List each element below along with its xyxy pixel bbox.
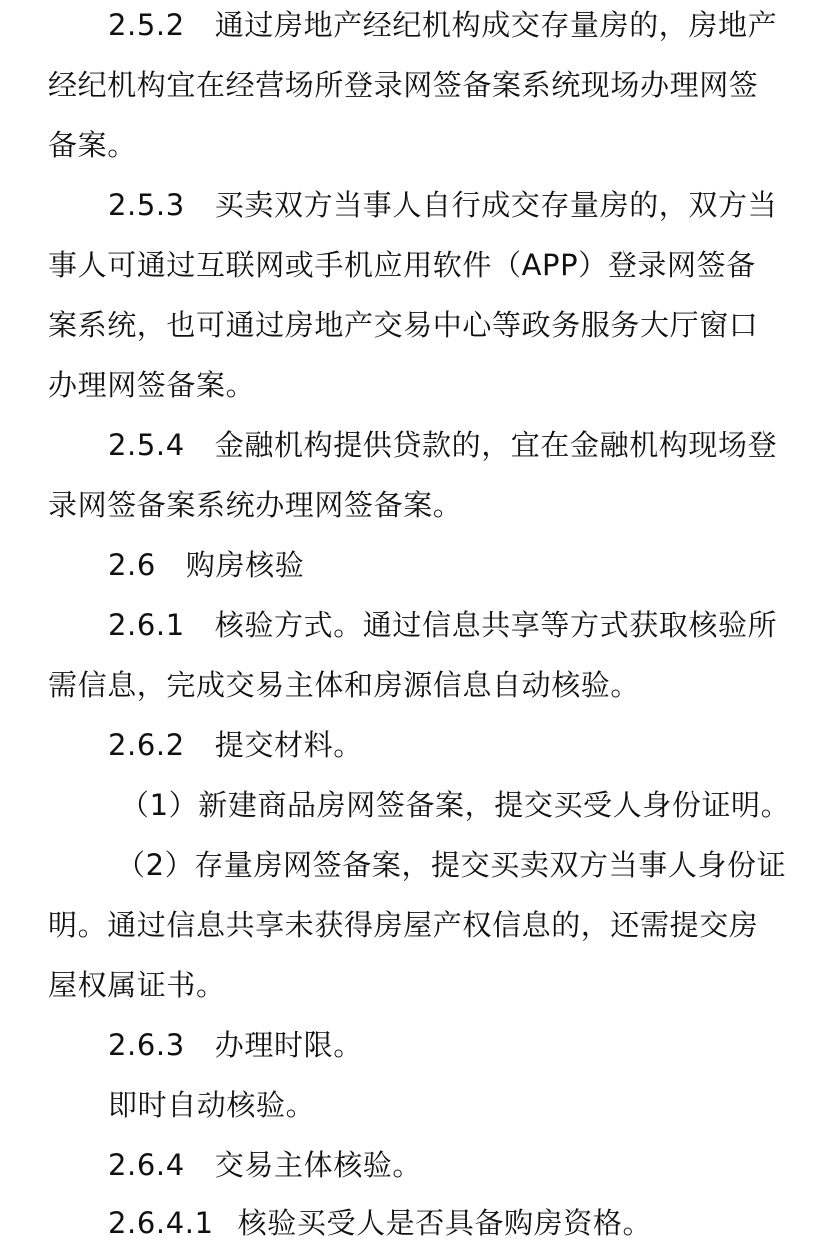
text-line: 需信息，完成交易主体和房源信息自动核验。 <box>48 668 641 702</box>
text-line: 明。通过信息共享未获得房屋产权信息的，还需提交房 <box>48 908 759 942</box>
clause-2-6-3 <box>108 1022 363 1068</box>
clause-text: 提交材料。 <box>214 728 363 762</box>
clause-number: 2.6.4.1 <box>108 1206 214 1240</box>
text-line: 备案。 <box>48 128 137 162</box>
clause-2-6-4-1 <box>108 1200 652 1246</box>
text-line: 办理网签备案。 <box>48 368 256 402</box>
clause-2-5-2 <box>108 2 777 48</box>
list-item-2: （2）存量房网签备案，提交买卖双方当事人身份证 <box>116 848 787 882</box>
clause-2-6-4 <box>108 1142 422 1188</box>
text-line: 屋权属证书。 <box>48 968 226 1002</box>
text-line: 经纪机构宜在经营场所登录网签备案系统现场办理网签 <box>48 68 759 102</box>
clause-number: 2.5.2 <box>108 8 185 42</box>
clause-text: 办理时限。 <box>214 1028 363 1062</box>
section-heading-2-6 <box>108 542 304 588</box>
list-item-1: （1）新建商品房网签备案，提交买受人身份证明。 <box>120 788 791 822</box>
clause-number: 2.6.1 <box>108 608 185 642</box>
text-line: 事人可通过互联网或手机应用软件（APP）登录网签备 <box>48 248 756 282</box>
clause-number: 2.6.4 <box>108 1148 185 1182</box>
clause-number: 2.6.2 <box>108 728 185 762</box>
clause-2-5-4 <box>108 422 777 468</box>
clause-2-5-3 <box>108 182 777 228</box>
clause-number: 2.5.3 <box>108 188 185 222</box>
clause-text: 核验买受人是否具备购房资格。 <box>237 1206 653 1240</box>
clause-2-6-1 <box>108 602 777 648</box>
clause-text: 核验方式。通过信息共享等方式获取核验所 <box>214 608 778 642</box>
text-line: 案系统，也可通过房地产交易中心等政务服务大厅窗口 <box>48 308 759 342</box>
clause-number: 2.6 <box>108 548 156 582</box>
text-line: 录网签备案系统办理网签备案。 <box>48 488 463 522</box>
clause-number: 2.6.3 <box>108 1028 185 1062</box>
clause-text: 买卖双方当事人自行成交存量房的，双方当 <box>214 188 778 222</box>
clause-number: 2.5.4 <box>108 428 185 462</box>
clause-text: 通过房地产经纪机构成交存量房的，房地产 <box>214 8 778 42</box>
clause-text: 购房核验 <box>185 548 305 582</box>
clause-text: 金融机构提供贷款的，宜在金融机构现场登 <box>214 428 778 462</box>
clause-2-6-2 <box>108 722 363 768</box>
clause-text: 交易主体核验。 <box>214 1148 422 1182</box>
text-line: 即时自动核验。 <box>108 1088 316 1122</box>
